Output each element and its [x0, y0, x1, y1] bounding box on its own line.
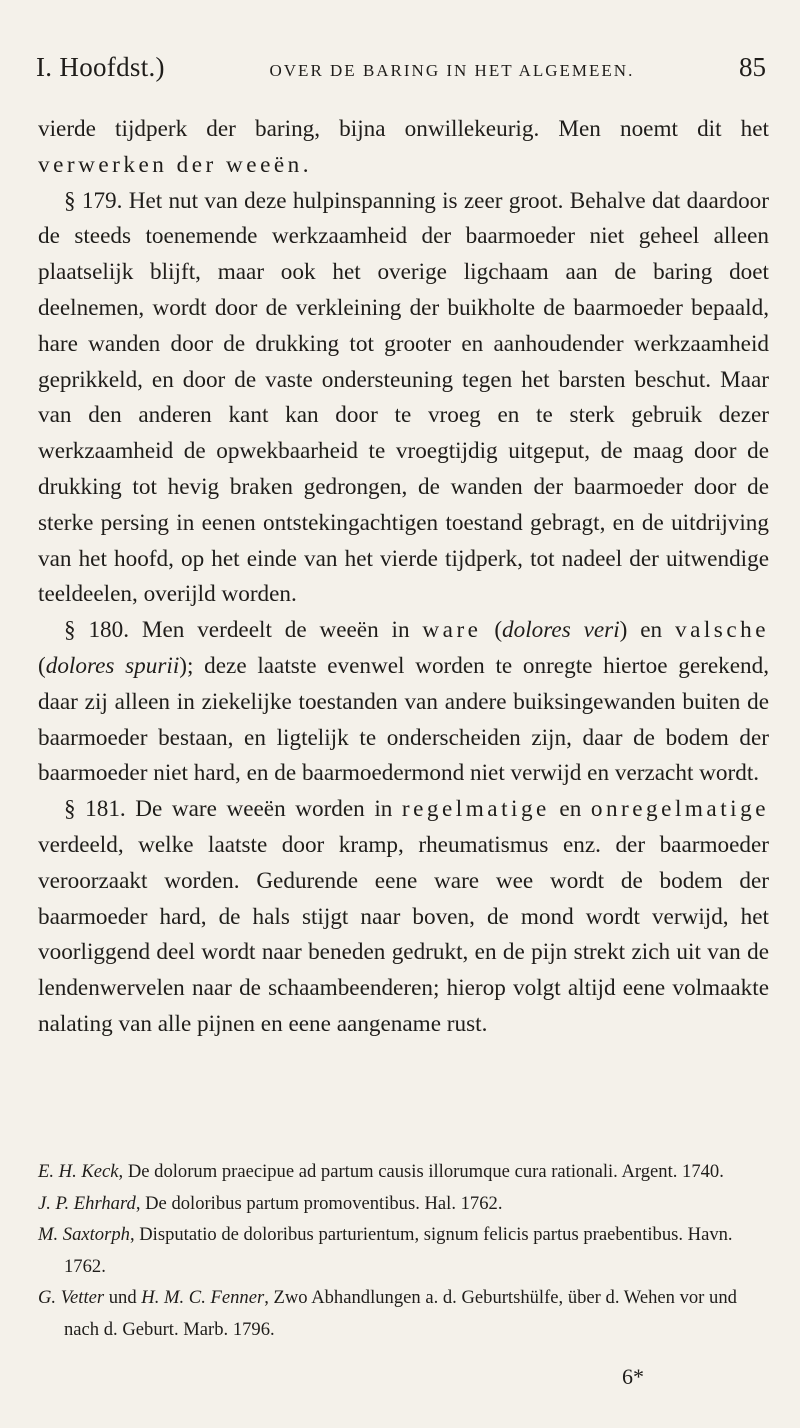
reference-entry: E. H. Keck, De dolorum praecipue ad partum causis illorumque cura rationali. Argent. 1740. [38, 1161, 724, 1182]
paragraph-181: § 181. De ware weeën worden in regelmatige en onregelmatige verdeeld, welke laatste door kramp, rheumatismus enz. der baarmoeder veroorzaakt worden. Gedurende eene ware wee wordt de bodem der baarmoeder hard, de hals stijgt naar boven, de mond wordt verwijd, het voorliggend deel wordt naar beneden gedrukt, en de pijn strekt zich uit van de lendenwervelen naar de schaambeenderen; hierop volgt altijd eene volmaakte nalating van alle pijnen en eene aangename rust. [38, 796, 769, 1037]
page-number: 85 [739, 52, 766, 82]
spaced-term: verwerken der weeën [38, 151, 303, 178]
latin-term: dolores veri [502, 617, 620, 644]
running-title: OVER DE BARING IN HET ALGEMEEN. [269, 61, 635, 80]
paragraph-180: § 180. Men verdeelt de weeën in ware (dolores veri) en valsche (dolores spurii); deze laatste evenwel worden te onregte hiertoe gerekend, daar zij alleen in ziekelijke toestanden van andere buiksingewanden buiten de baarmoeder bestaan, en ligtelijk te onderscheiden zijn, daar de bodem der baarmoeder niet hard, en de baarmoedermond niet verwijd en verzacht wordt. [38, 617, 769, 787]
paragraph: vierde tijdperk der baring, bijna onwillekeurig. Men noemt dit het verwerken der weeën. [38, 116, 769, 178]
signature-mark: 6* [622, 1364, 644, 1389]
reference-entry: G. Vetter und H. M. C. Fenner, Zwo Abhandlungen a. d. Geburtshülfe, über d. Wehen vor und nach d. Geburt. Marb. 1796. [38, 1287, 737, 1340]
reference-author: M. Saxtorph [38, 1224, 130, 1245]
reference-author: G. Vetter [38, 1287, 105, 1308]
references [38, 1156, 768, 1345]
chapter-label: I. Hoofdst.) [36, 52, 165, 82]
paragraph-179: § 179. Het nut van deze hulpinspanning is zeer groot. Behalve dat daardoor de steeds toenemende werkzaamheid der baarmoeder niet geheel alleen plaatselijk blijft, maar ook het overige ligchaam aan de baring doet deelnemen, wordt door de verkleining der buikholte de baarmoeder bepaald, hare wanden door de drukking tot grooter en aanhoudender werkzaamheid geprikkeld, en door de vaste ondersteuning tegen het barsten beschut. Maar van den anderen kant kan door te vroeg en te sterk gebruik dezer werkzaamheid de opwekbaarheid te vroegtijdig uitgeput, de maag door de drukking tot hevig braken gedrongen, de wanden der baarmoeder door de sterke persing in eenen ontstekingachtigen toestand gebragt, en de uitdrijving van het hoofd, op het einde van het vierde tijdperk, tot nadeel der uitwendige teeldeelen, overijld worden. [38, 187, 769, 608]
reference-entry: M. Saxtorph, Disputatio de doloribus parturientum, signum felicis partus praebentibus. Havn. 1762. [38, 1224, 733, 1277]
spaced-term: ware [422, 617, 482, 644]
reference-author: H. M. C. Fenner [141, 1287, 265, 1308]
reference-entry: J. P. Ehrhard, De doloribus partum promoventibus. Hal. 1762. [38, 1192, 503, 1214]
reference-author: J. P. Ehrhard [38, 1192, 136, 1214]
running-header [36, 52, 766, 83]
spaced-term: regelmatige [401, 796, 550, 823]
spaced-term: onregelmatige [590, 796, 769, 823]
spaced-term: valsche [674, 617, 769, 644]
reference-author: E. H. Keck [38, 1161, 119, 1182]
body-text [38, 112, 769, 1043]
latin-term: dolores spurii [45, 652, 180, 679]
